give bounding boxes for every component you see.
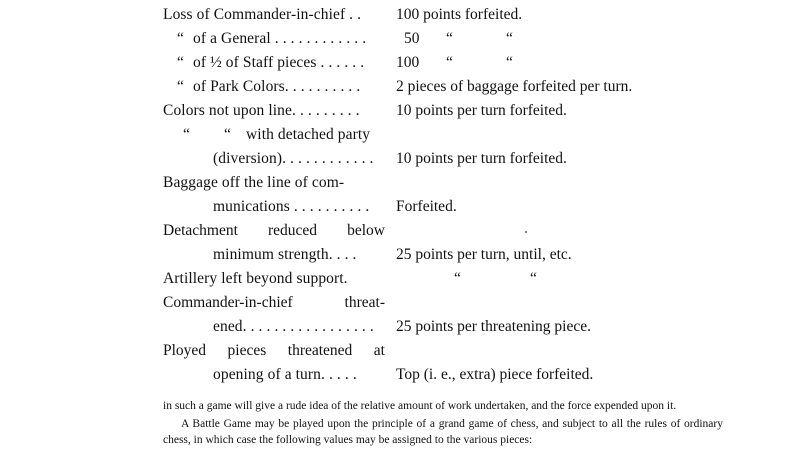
penalty-value: Top (i. e., extra) piece forfeited. — [396, 366, 594, 383]
label-word: Commander-in-chief — [163, 294, 293, 311]
body-text — [163, 398, 723, 448]
penalty-value: 2 pieces of baggage forfeited per turn. — [396, 78, 633, 95]
ditto-mark: “ — [446, 54, 453, 71]
label-word: Detachment — [163, 222, 238, 239]
penalty-label: (diversion). . . . . . . . . . . . — [213, 150, 374, 167]
penalty-row — [0, 171, 800, 195]
penalty-row — [0, 51, 800, 75]
ditto-mark: “ — [183, 126, 190, 143]
penalty-row — [0, 3, 800, 27]
penalty-row — [0, 75, 800, 99]
penalty-label — [163, 339, 385, 363]
label-word: pieces — [227, 342, 267, 359]
penalty-label: of a General . . . . . . . . . . . . — [193, 30, 367, 47]
penalty-value: 25 points per turn, until, etc. — [396, 246, 572, 263]
paragraph: in such a game will give a rude idea of the relative amount of work undertaken, and the force expended upon it. — [163, 400, 677, 412]
penalty-label: Baggage off the line of com- — [163, 174, 345, 191]
penalty-label: ened. . . . . . . . . . . . . . . . . — [213, 318, 374, 335]
ditto-mark: “ — [506, 30, 513, 47]
penalty-label — [163, 291, 385, 315]
ditto-mark: “ — [177, 78, 184, 95]
penalty-value: 100 points forfeited. — [396, 6, 523, 23]
ditto-mark: “ — [506, 54, 513, 71]
penalty-row — [0, 123, 800, 147]
penalty-label: munications . . . . . . . . . . — [213, 198, 370, 215]
paragraph: A Battle Game may be played upon the principle of a grand game of chess, and subject to all the rules of ordinary chess, in which case the following values may be assigned to the various pieces: — [163, 418, 723, 446]
penalty-label: Loss of Commander-in-chief . . — [163, 6, 362, 23]
penalty-row — [0, 363, 800, 387]
ditto-mark: “ — [530, 270, 537, 287]
penalty-label: with detached party — [246, 126, 371, 143]
ditto-mark: “ — [177, 54, 184, 71]
ditto-mark: “ — [177, 30, 184, 47]
penalty-label: Colors not upon line. . . . . . . . . — [163, 102, 360, 119]
penalty-label: opening of a turn. . . . . — [213, 366, 357, 383]
penalty-value: Forfeited. — [396, 198, 457, 215]
penalty-row — [0, 99, 800, 123]
penalty-label — [163, 219, 385, 243]
penalty-row — [0, 195, 800, 219]
ditto-mark: “ — [224, 126, 231, 143]
penalty-value: 25 points per threatening piece. — [396, 318, 591, 335]
penalty-label: Artillery left beyond support. — [163, 270, 348, 287]
label-word: below — [347, 222, 385, 239]
ditto-mark: “ — [454, 270, 461, 287]
penalty-row — [0, 315, 800, 339]
penalty-label: of ½ of Staff pieces . . . . . . — [193, 54, 365, 71]
penalty-row — [0, 339, 800, 363]
penalty-value: 10 points per turn forfeited. — [396, 150, 567, 167]
ditto-mark: “ — [446, 30, 453, 47]
label-word: reduced — [267, 222, 318, 239]
label-word: threat- — [344, 294, 385, 311]
penalty-row — [0, 243, 800, 267]
penalty-value: 50 — [404, 30, 420, 47]
label-word: threatened — [287, 342, 353, 359]
penalty-row — [0, 291, 800, 315]
penalty-value: 10 points per turn forfeited. — [396, 102, 567, 119]
label-word: at — [373, 342, 385, 359]
penalty-label: minimum strength. . . . — [213, 246, 357, 263]
penalty-row — [0, 219, 800, 243]
penalty-value: 100 — [396, 54, 420, 71]
penalty-row — [0, 147, 800, 171]
penalty-row — [0, 267, 800, 291]
label-word: Ployed — [163, 342, 207, 359]
penalty-row — [0, 27, 800, 51]
penalty-label: of Park Colors. . . . . . . . . . — [193, 78, 361, 95]
stray-dot — [525, 231, 527, 233]
